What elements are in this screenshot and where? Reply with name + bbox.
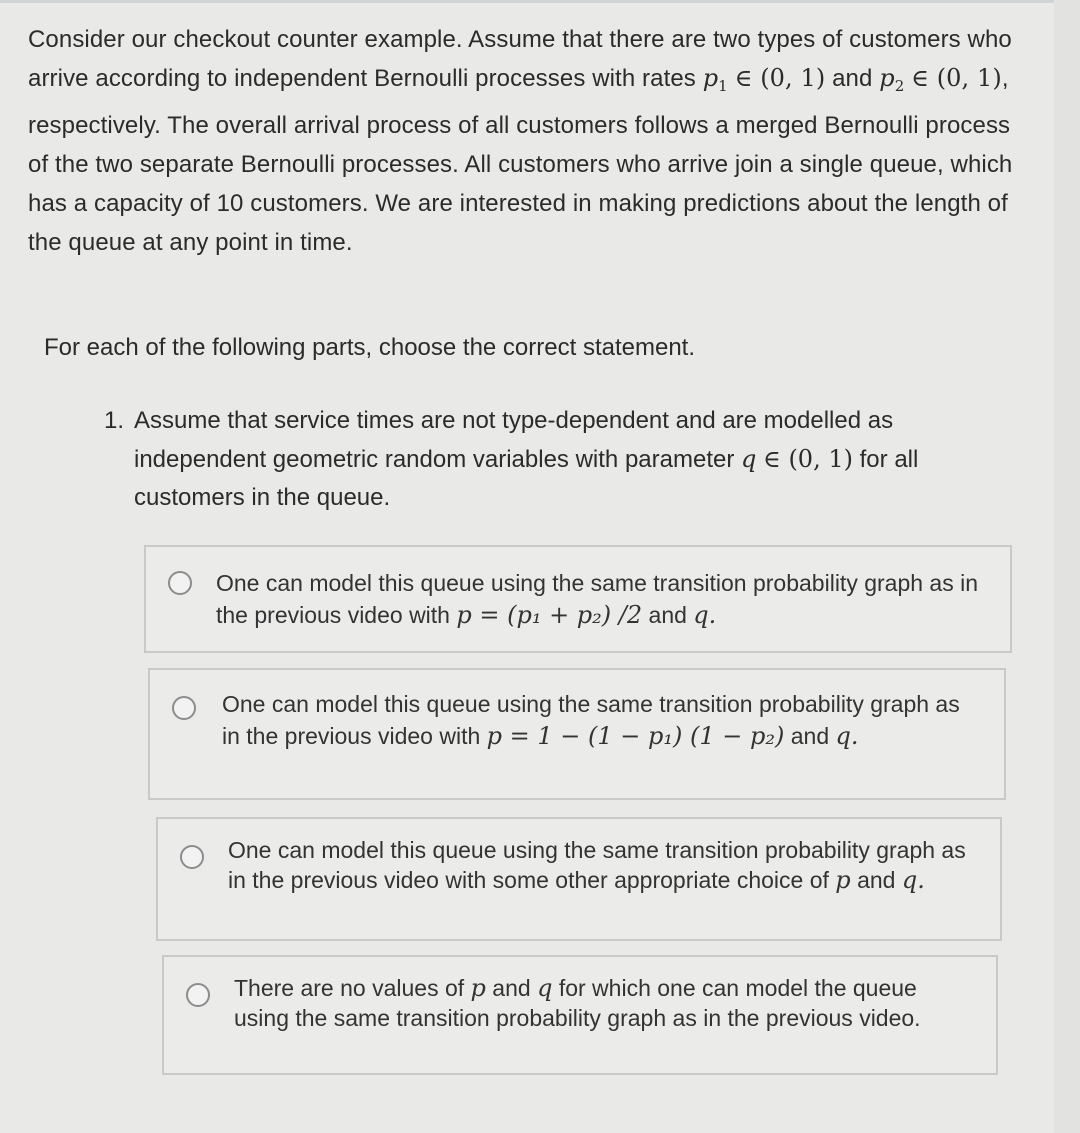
and-word: and <box>832 65 873 92</box>
option-3-text: One can model this queue using the same transition probability graph as in the previous video with some other appropriate choice of p and q. <box>228 837 966 894</box>
top-divider <box>0 0 1080 3</box>
p2-symbol: $p_2$ <box>879 64 905 95</box>
page-edge <box>1054 0 1080 1133</box>
q-symbol: q <box>741 445 757 473</box>
question-number: 1. <box>104 407 125 434</box>
problem-statement <box>28 20 1018 262</box>
option-2-text: One can model this queue using the same transition probability graph as in the previous video with p = 1 − (1 − p₁) (1 − p₂) and q. <box>222 691 960 750</box>
p2-range: ∈ (0, 1) <box>911 64 1002 92</box>
option-4-text: There are no values of p and q for which one can model the queue using the same transition probability graph as in the previous video. <box>234 974 921 1031</box>
question-1 <box>104 402 994 517</box>
radio-option-3[interactable] <box>180 845 204 869</box>
intro-text-1: Consider our checkout counter example. Assume that there are two types of customers who arrive according to independent Bernoulli processes with rates <box>28 26 1012 92</box>
radio-option-1[interactable] <box>168 571 192 595</box>
p1-range: ∈ (0, 1) <box>734 64 826 92</box>
option-1-text: One can model this queue using the same transition probability graph as in the previous video with p = (p₁ + p₂) /2 and q. <box>216 570 979 629</box>
instruction-text: For each of the following parts, choose the correct statement. <box>44 334 695 361</box>
option-3[interactable] <box>156 817 1002 941</box>
radio-option-2[interactable] <box>172 696 196 720</box>
question-text-2: for all customers in the queue. <box>134 446 919 511</box>
radio-option-4[interactable] <box>186 983 210 1007</box>
option-2[interactable] <box>148 668 1006 800</box>
option-4[interactable] <box>162 955 998 1075</box>
p1-symbol: $p_1$ <box>702 64 728 95</box>
option-1[interactable] <box>144 545 1012 653</box>
question-text-1: Assume that service times are not type-dependent and are modelled as independent geometric random variables with parameter <box>134 407 894 473</box>
intro-text-2: , respectively. The overall arrival process of all customers follows a merged Bernoulli process of the two separate Bernoulli processes. All customers who arrive join a single queue, which has a capacity of 10 customers. We are interested in making predictions about the length of the queue at any point in time. <box>28 65 1013 256</box>
q-range: ∈ (0, 1) <box>763 445 853 473</box>
